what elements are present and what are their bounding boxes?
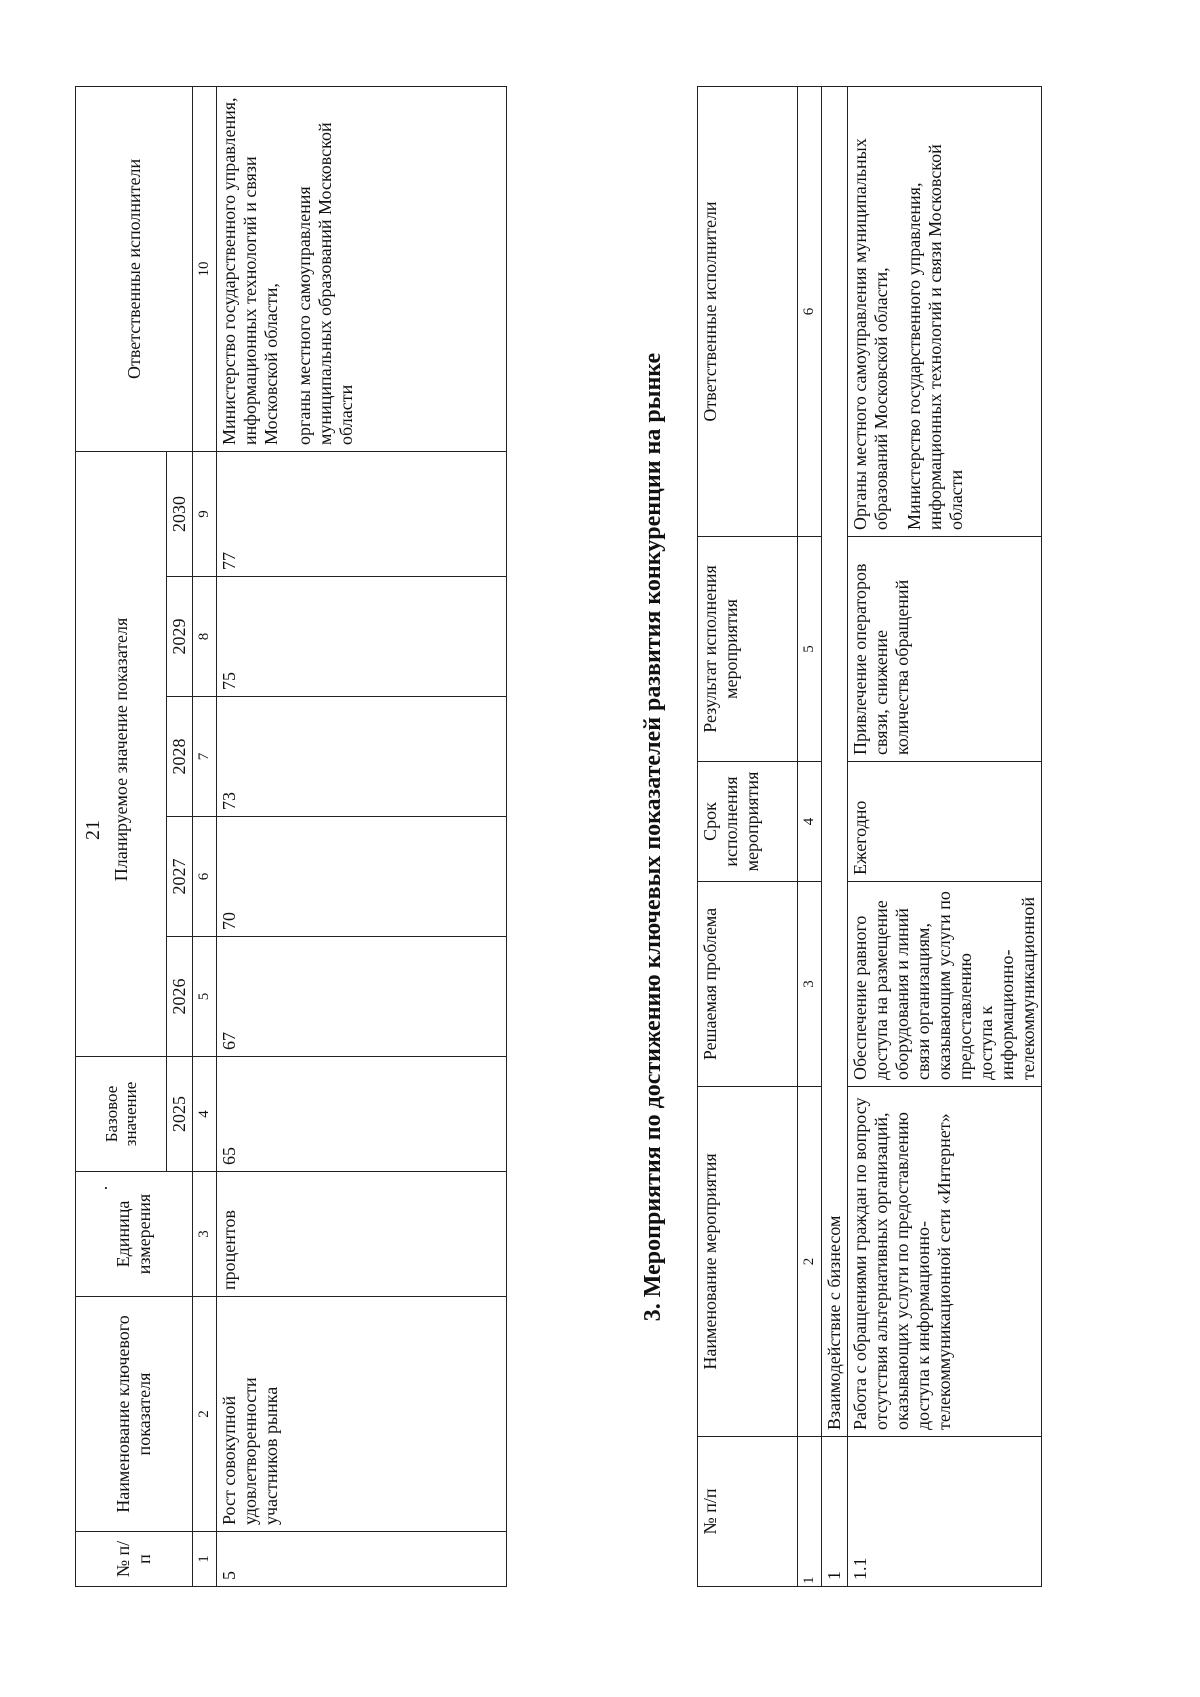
colnum: 3 bbox=[193, 1172, 217, 1297]
colnum: 1 bbox=[193, 1532, 217, 1587]
group-no: 1 bbox=[822, 1437, 848, 1587]
row-responsible bbox=[217, 86, 507, 451]
header-result: Результат исполнения мероприятия bbox=[698, 537, 798, 762]
header-problem: Решаемая проблема bbox=[698, 882, 798, 1087]
row-problem: Обеспечение равного доступа на размещение оборудования и линий связи организациям, оказывающим услуги по предоставлению доступа к информационно-телекоммуникационной bbox=[848, 882, 1042, 1087]
table-row bbox=[217, 86, 507, 1586]
colnum: 2 bbox=[193, 1297, 217, 1532]
colnum: 6 bbox=[798, 87, 822, 537]
value-2025: 65 bbox=[217, 1057, 507, 1172]
table-row bbox=[848, 87, 1042, 1587]
year-2025: 2025 bbox=[167, 1057, 193, 1172]
row-term: Ежегодно bbox=[848, 762, 1042, 882]
year-2029: 2029 bbox=[167, 577, 193, 697]
colnum: 10 bbox=[193, 86, 217, 451]
header-no: № п/п bbox=[698, 1437, 798, 1587]
header-term: Срок исполнения мероприятия bbox=[698, 762, 798, 882]
year-2026: 2026 bbox=[167, 937, 193, 1057]
header-responsible: Ответственные исполнители bbox=[76, 86, 193, 451]
value-2026: 67 bbox=[217, 937, 507, 1057]
year-2028: 2028 bbox=[167, 697, 193, 817]
year-2027: 2027 bbox=[167, 817, 193, 937]
row-no: 1.1 bbox=[848, 1437, 1042, 1587]
row-name: Рост совокупной удовлетворенности участников рынка bbox=[217, 1297, 507, 1532]
colnum: 8 bbox=[193, 577, 217, 697]
row-responsible bbox=[848, 87, 1042, 537]
key-indicators-table bbox=[75, 86, 507, 1587]
colnum: 6 bbox=[193, 817, 217, 937]
header-unit: Единица измерения bbox=[76, 1172, 193, 1297]
row-no: 5 bbox=[217, 1532, 507, 1587]
column-numbers-row bbox=[193, 86, 217, 1586]
header-responsible: Ответственные исполнители bbox=[698, 87, 798, 537]
colnum: 5 bbox=[798, 537, 822, 762]
responsible-ministry: Министерство государственного управления, информационных технологий и связи Московской области bbox=[904, 144, 966, 530]
responsible-local-gov: Органы местного самоуправления муниципальных образований Московской области, bbox=[850, 138, 891, 530]
header-name: Наименование мероприятия bbox=[698, 1087, 798, 1437]
value-2027: 70 bbox=[217, 817, 507, 937]
header-planned-label: Планируемое значение показателя bbox=[110, 617, 131, 882]
group-label: Взаимодействие с бизнесом bbox=[822, 87, 848, 1437]
header-name: Наименование ключевого показателя bbox=[76, 1297, 193, 1532]
colnum: 2 bbox=[798, 1087, 822, 1437]
measures-table bbox=[697, 86, 1042, 1587]
header-row bbox=[76, 86, 167, 1586]
header-no: № п/п bbox=[76, 1532, 193, 1587]
value-2029: 75 bbox=[217, 577, 507, 697]
section-title: 3. Мероприятия по достижению ключевых показателей развития конкуренции на рынке bbox=[640, 352, 666, 1322]
row-result: Привлечение операторов связи, снижение количества обращений bbox=[848, 537, 1042, 762]
responsible-local-gov: органы местного самоуправления муниципальных образований Московской области bbox=[294, 122, 356, 445]
year-2030: 2030 bbox=[167, 451, 193, 576]
colnum: 7 bbox=[193, 697, 217, 817]
row-name: Работа с обращениями граждан по вопросу отсутствия альтернативных организаций, оказывающих услуги по предоставлению доступа к информационно-телекоммуникационной сети «Интернет» bbox=[848, 1087, 1042, 1437]
group-row bbox=[822, 87, 848, 1587]
value-2028: 73 bbox=[217, 697, 507, 817]
header-base: Базовое значение bbox=[76, 1057, 167, 1172]
colnum: 4 bbox=[798, 762, 822, 882]
value-2030: 77 bbox=[217, 451, 507, 576]
colnum: 1 bbox=[798, 1437, 822, 1587]
header-planned-mark: . bbox=[90, 1185, 111, 1191]
header-row bbox=[698, 87, 798, 1587]
colnum: 4 bbox=[193, 1057, 217, 1172]
responsible-ministry: Министерство государственного управления, информационных технологий и связи Московской области, bbox=[219, 97, 281, 445]
colnum: 5 bbox=[193, 937, 217, 1057]
colnum: 9 bbox=[193, 451, 217, 576]
column-numbers-row bbox=[798, 87, 822, 1587]
page-number: 21 bbox=[82, 820, 104, 840]
row-unit: процентов bbox=[217, 1172, 507, 1297]
colnum: 3 bbox=[798, 882, 822, 1087]
